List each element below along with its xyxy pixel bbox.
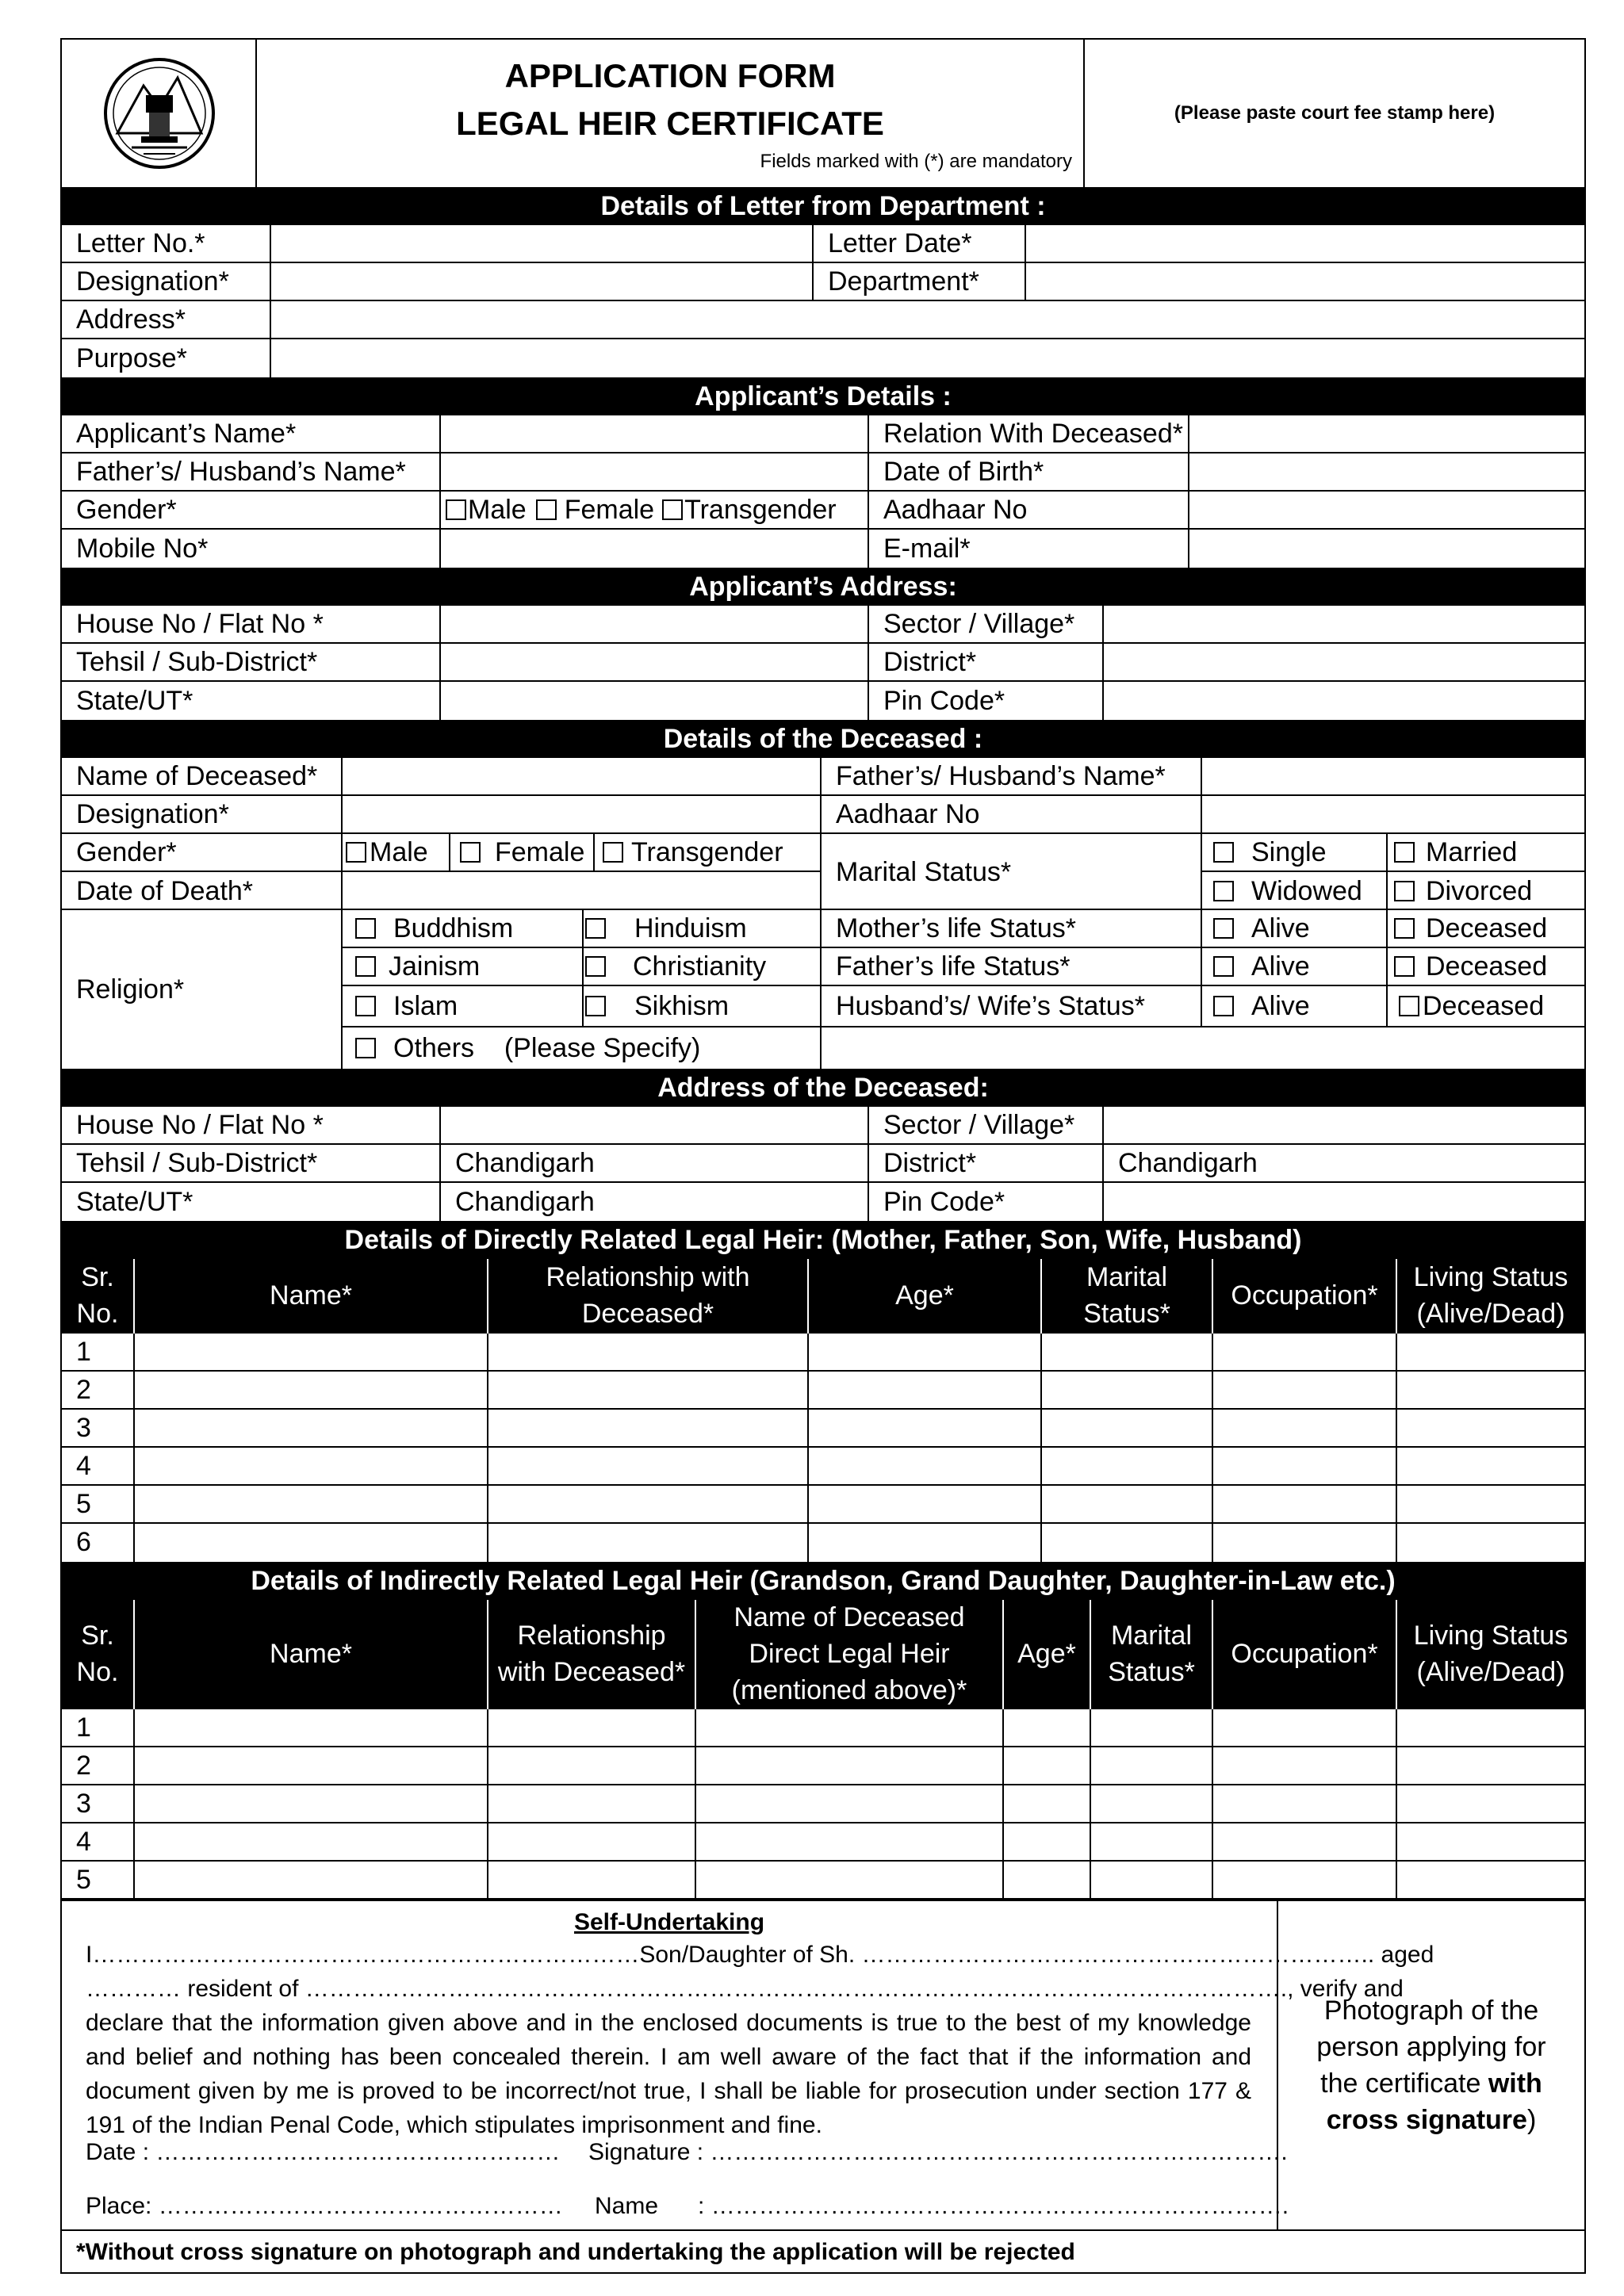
gender-male-label: Male bbox=[468, 495, 527, 525]
table-row[interactable] bbox=[62, 1862, 1584, 1900]
divorced-label: Divorced bbox=[1426, 876, 1533, 906]
dod-field[interactable] bbox=[343, 872, 822, 910]
indirect-col-age: Age* bbox=[1004, 1600, 1091, 1709]
indirect-col-direct-heir: Name of Deceased Direct Legal Heir (mentioned above)* bbox=[696, 1600, 1004, 1709]
dod-label: Date of Death* bbox=[62, 872, 343, 910]
direct-col-occupation: Occupation* bbox=[1213, 1259, 1397, 1334]
aadhaar-label: Aadhaar No bbox=[869, 492, 1189, 528]
deceased-trans-checkbox[interactable] bbox=[603, 842, 623, 863]
row-number: 1 bbox=[76, 1712, 91, 1743]
deceased-address-heading: Address of the Deceased: bbox=[62, 1069, 1584, 1107]
designation-field[interactable] bbox=[271, 263, 814, 300]
state-label: State/UT* bbox=[62, 682, 441, 720]
mobile-field[interactable] bbox=[441, 530, 869, 568]
hinduism-label: Hinduism bbox=[634, 913, 747, 943]
deceased-gender-label: Gender* bbox=[62, 834, 343, 871]
christianity-checkbox[interactable] bbox=[585, 956, 606, 977]
gender-female-checkbox[interactable] bbox=[536, 499, 557, 520]
table-row[interactable] bbox=[62, 1823, 1584, 1862]
applicant-father-field[interactable] bbox=[441, 453, 869, 490]
header-title-cell bbox=[257, 40, 1085, 187]
dob-field[interactable] bbox=[1189, 453, 1584, 490]
marital-status-label: Marital Status* bbox=[822, 834, 1202, 910]
d-sector-label: Sector / Village* bbox=[869, 1107, 1104, 1143]
header-logo-cell bbox=[62, 40, 257, 187]
row-number: 6 bbox=[76, 1526, 91, 1557]
applicant-father-label: Father’s/ Husband’s Name* bbox=[62, 453, 441, 490]
divorced-checkbox[interactable] bbox=[1394, 881, 1415, 901]
deceased-father-label: Father’s/ Husband’s Name* bbox=[822, 758, 1202, 794]
dob-label: Date of Birth* bbox=[869, 453, 1189, 490]
applicant-section-heading: Applicant’s Details : bbox=[62, 377, 1584, 415]
photo-text: Photograph of the person applying for the certificate bbox=[1316, 1996, 1546, 2099]
mother-status-label: Mother’s life Status* bbox=[822, 910, 1202, 947]
mother-deceased-checkbox[interactable] bbox=[1394, 918, 1415, 939]
d-district-field[interactable]: Chandigarh bbox=[1118, 1148, 1258, 1178]
sikhism-label: Sikhism bbox=[634, 991, 730, 1021]
direct-col-marital: Marital Status* bbox=[1042, 1259, 1213, 1334]
department-section-heading: Details of Letter from Department : bbox=[62, 187, 1584, 225]
applicant-gender-options bbox=[441, 492, 869, 528]
undertaking-title: Self-Undertaking bbox=[573, 1909, 765, 1935]
d-house-label: House No / Flat No * bbox=[62, 1107, 441, 1143]
state-field[interactable] bbox=[441, 682, 869, 720]
email-label: E-mail* bbox=[869, 530, 1189, 568]
mother-alive-label: Alive bbox=[1251, 913, 1310, 943]
letter-date-field[interactable] bbox=[1026, 225, 1584, 262]
gender-trans-label: Transgender bbox=[684, 495, 837, 525]
table-row[interactable] bbox=[62, 1747, 1584, 1785]
d-sector-field[interactable] bbox=[1104, 1107, 1584, 1143]
indirect-col-marital: Marital Status* bbox=[1091, 1600, 1213, 1709]
direct-col-age: Age* bbox=[809, 1259, 1042, 1334]
d-house-field[interactable] bbox=[441, 1107, 869, 1143]
applicant-name-label: Applicant’s Name* bbox=[62, 415, 441, 452]
sector-field[interactable] bbox=[1104, 606, 1584, 642]
father-alive-checkbox[interactable] bbox=[1213, 956, 1234, 977]
direct-col-name: Name* bbox=[135, 1259, 488, 1334]
d-state-label: State/UT* bbox=[62, 1183, 441, 1221]
undertaking-date[interactable]: Date : …………………………………………… bbox=[86, 2139, 561, 2165]
undertaking-line2: ………… resident of ……………………………………………………………………………………………………………., verify and bbox=[86, 1976, 1404, 2002]
indirect-col-name: Name* bbox=[135, 1600, 488, 1709]
table-row[interactable] bbox=[62, 1486, 1584, 1524]
indirect-col-living: Living Status (Alive/Dead) bbox=[1397, 1600, 1584, 1709]
application-form bbox=[60, 38, 1586, 2274]
row-number: 2 bbox=[76, 1750, 91, 1781]
undertaking-signature[interactable]: Signature : ………………………………………………………………. bbox=[588, 2139, 1288, 2165]
father-deceased-option[interactable] bbox=[1388, 948, 1584, 985]
spouse-status-label: Husband’s/ Wife’s Status* bbox=[822, 986, 1202, 1026]
father-status-label: Father’s life Status* bbox=[822, 948, 1202, 985]
applicant-address-heading: Applicant’s Address: bbox=[62, 568, 1584, 606]
deceased-section-heading: Details of the Deceased : bbox=[62, 720, 1584, 758]
relation-field[interactable] bbox=[1189, 415, 1584, 452]
address-label: Address* bbox=[62, 301, 271, 338]
table-row[interactable] bbox=[62, 1524, 1584, 1562]
indirect-heirs-header bbox=[62, 1600, 1584, 1709]
gender-trans-checkbox[interactable] bbox=[662, 499, 683, 520]
father-deceased-label: Deceased bbox=[1426, 951, 1548, 982]
spouse-deceased-option[interactable] bbox=[1388, 986, 1584, 1026]
widowed-label: Widowed bbox=[1251, 876, 1362, 906]
undertaking-place[interactable]: Place: …………………………………………… bbox=[86, 2193, 563, 2219]
single-option[interactable] bbox=[1202, 834, 1388, 871]
indirect-heirs-body bbox=[62, 1709, 1584, 1900]
applicant-name-field[interactable] bbox=[441, 415, 869, 452]
direct-col-relationship: Relationship with Deceased* bbox=[488, 1259, 809, 1334]
deceased-gender-marital-block bbox=[62, 834, 1584, 910]
christianity-label: Christianity bbox=[633, 951, 767, 982]
email-field[interactable] bbox=[1189, 530, 1584, 568]
sikhism-checkbox[interactable] bbox=[585, 996, 606, 1016]
religion-label: Religion* bbox=[62, 910, 343, 1069]
d-pin-field[interactable] bbox=[1104, 1183, 1584, 1221]
pin-field[interactable] bbox=[1104, 682, 1584, 720]
tehsil-label: Tehsil / Sub-District* bbox=[62, 644, 441, 680]
footer-note: *Without cross signature on photograph and undertaking the application will be rejected bbox=[76, 2239, 1075, 2265]
row-number: 1 bbox=[76, 1336, 91, 1367]
deceased-gender-female[interactable] bbox=[450, 834, 595, 871]
form-subtitle: LEGAL HEIR CERTIFICATE bbox=[456, 105, 884, 142]
others-option[interactable] bbox=[343, 1027, 822, 1069]
department-label: Department* bbox=[814, 263, 1026, 300]
stamp-note: (Please paste court fee stamp here) bbox=[1174, 102, 1496, 124]
widowed-checkbox[interactable] bbox=[1213, 881, 1234, 901]
mother-alive-option[interactable] bbox=[1202, 910, 1388, 947]
d-tehsil-field[interactable]: Chandigarh bbox=[441, 1145, 869, 1181]
table-row[interactable] bbox=[62, 1709, 1584, 1747]
single-label: Single bbox=[1251, 837, 1327, 867]
designation-label: Designation* bbox=[62, 263, 271, 300]
deceased-designation-field[interactable] bbox=[343, 796, 822, 832]
deceased-gender-male[interactable] bbox=[343, 834, 450, 871]
mobile-label: Mobile No* bbox=[62, 530, 441, 568]
row-number: 3 bbox=[76, 1412, 91, 1443]
jainism-option[interactable] bbox=[343, 948, 584, 985]
sikhism-option[interactable] bbox=[584, 986, 822, 1026]
single-checkbox[interactable] bbox=[1213, 842, 1234, 863]
letter-no-field[interactable] bbox=[271, 225, 814, 262]
d-state-field[interactable]: Chandigarh bbox=[441, 1183, 869, 1221]
stamp-area bbox=[1085, 40, 1584, 187]
christianity-option[interactable] bbox=[584, 948, 822, 985]
jainism-checkbox[interactable] bbox=[355, 956, 376, 977]
table-row[interactable] bbox=[62, 1334, 1584, 1372]
father-alive-label: Alive bbox=[1251, 951, 1310, 982]
deceased-name-field[interactable] bbox=[343, 758, 822, 794]
mandatory-note: Fields marked with (*) are mandatory bbox=[760, 151, 1072, 172]
deceased-female-label: Female bbox=[495, 837, 585, 867]
spouse-alive-label: Alive bbox=[1251, 991, 1310, 1021]
d-tehsil-label: Tehsil / Sub-District* bbox=[62, 1145, 441, 1181]
form-title: APPLICATION FORM bbox=[504, 57, 836, 94]
deceased-male-label: Male bbox=[370, 837, 428, 867]
divorced-option[interactable] bbox=[1388, 872, 1584, 910]
emblem-icon bbox=[100, 54, 219, 173]
spouse-alive-checkbox[interactable] bbox=[1213, 996, 1234, 1016]
row-number: 4 bbox=[76, 1826, 91, 1857]
married-checkbox[interactable] bbox=[1394, 842, 1415, 863]
deceased-aadhaar-field[interactable] bbox=[1202, 796, 1584, 832]
buddhism-option[interactable] bbox=[343, 910, 584, 947]
undertaking-line1: I……………………………………………………………Son/Daughter of Sh. ……………………………………………………….. aged bbox=[86, 1942, 1434, 1968]
others-checkbox[interactable] bbox=[355, 1038, 376, 1058]
direct-heirs-body bbox=[62, 1334, 1584, 1562]
deceased-trans-label: Transgender bbox=[631, 837, 783, 867]
others-specify-field[interactable] bbox=[822, 1027, 1584, 1069]
deceased-female-checkbox[interactable] bbox=[460, 842, 481, 863]
deceased-aadhaar-label: Aadhaar No bbox=[822, 796, 1202, 832]
d-district-label: District* bbox=[869, 1145, 1104, 1181]
jainism-label: Jainism bbox=[389, 951, 481, 982]
deceased-name-label: Name of Deceased* bbox=[62, 758, 343, 794]
deceased-designation-label: Designation* bbox=[62, 796, 343, 832]
d-pin-label: Pin Code* bbox=[869, 1183, 1104, 1221]
row-number: 5 bbox=[76, 1488, 91, 1519]
gender-male-checkbox[interactable] bbox=[446, 499, 466, 520]
table-row[interactable] bbox=[62, 1372, 1584, 1410]
table-row[interactable] bbox=[62, 1785, 1584, 1823]
hinduism-checkbox[interactable] bbox=[585, 918, 606, 939]
religion-block bbox=[62, 910, 1584, 1069]
letter-no-label: Letter No.* bbox=[62, 225, 271, 262]
undertaking-name[interactable]: Name : ………………………………………………………………. bbox=[595, 2193, 1289, 2219]
photo-text-end: ) bbox=[1526, 2105, 1537, 2135]
undertaking-body: declare that the information given above and in the enclosed documents is true to the best of my knowledge and belief and nothing has been concealed therein. I am well aware of the fact that if the information and document given by me is proved to be incorrect/not true, I shall be liable for prosecution under section 177 & 191 of the Indian Penal Code, which stipulates imprisonment and fine. bbox=[86, 2010, 1251, 2138]
spouse-deceased-label: Deceased bbox=[1423, 991, 1545, 1021]
father-alive-option[interactable] bbox=[1202, 948, 1388, 985]
deceased-father-field[interactable] bbox=[1202, 758, 1584, 794]
widowed-option[interactable] bbox=[1202, 872, 1388, 910]
spouse-deceased-checkbox[interactable] bbox=[1399, 996, 1419, 1016]
letter-date-label: Letter Date* bbox=[814, 225, 1026, 262]
purpose-label: Purpose* bbox=[62, 339, 271, 377]
others-label: Others (Please Specify) bbox=[393, 1033, 701, 1063]
direct-heirs-header bbox=[62, 1259, 1584, 1334]
photograph-box[interactable] bbox=[1278, 1901, 1584, 2229]
deceased-gender-trans[interactable] bbox=[595, 834, 822, 871]
indirect-heirs-heading: Details of Indirectly Related Legal Heir (Grandson, Grand Daughter, Daughter-in-Law etc.) bbox=[62, 1562, 1584, 1600]
applicant-gender-label: Gender* bbox=[62, 492, 441, 528]
house-field[interactable] bbox=[441, 606, 869, 642]
table-row[interactable] bbox=[62, 1448, 1584, 1486]
row-number: 5 bbox=[76, 1864, 91, 1895]
indirect-col-sr: Sr. No. bbox=[62, 1600, 135, 1709]
deceased-male-checkbox[interactable] bbox=[346, 842, 366, 863]
gender-female-label: Female bbox=[564, 495, 655, 525]
islam-option[interactable] bbox=[343, 986, 584, 1026]
buddhism-label: Buddhism bbox=[393, 913, 514, 943]
direct-col-sr: Sr. No. bbox=[62, 1259, 135, 1334]
row-number: 4 bbox=[76, 1450, 91, 1481]
islam-label: Islam bbox=[393, 991, 458, 1021]
district-field[interactable] bbox=[1104, 644, 1584, 680]
indirect-col-relationship: Relationship with Deceased* bbox=[488, 1600, 696, 1709]
photo-text-bold: with cross signature bbox=[1326, 2068, 1542, 2135]
mother-deceased-option[interactable] bbox=[1388, 910, 1584, 947]
row-number: 3 bbox=[76, 1788, 91, 1819]
relation-label: Relation With Deceased* bbox=[869, 415, 1189, 452]
aadhaar-field[interactable] bbox=[1189, 492, 1584, 528]
sector-label: Sector / Village* bbox=[869, 606, 1104, 642]
department-field[interactable] bbox=[1026, 263, 1584, 300]
mother-alive-checkbox[interactable] bbox=[1213, 918, 1234, 939]
address-field[interactable] bbox=[271, 301, 1584, 338]
purpose-field[interactable] bbox=[271, 339, 1584, 377]
hinduism-option[interactable] bbox=[584, 910, 822, 947]
pin-label: Pin Code* bbox=[869, 682, 1104, 720]
row-number: 2 bbox=[76, 1374, 91, 1405]
mother-deceased-label: Deceased bbox=[1426, 913, 1548, 943]
spouse-alive-option[interactable] bbox=[1202, 986, 1388, 1026]
direct-heirs-heading: Details of Directly Related Legal Heir: (Mother, Father, Son, Wife, Husband) bbox=[62, 1221, 1584, 1259]
table-row[interactable] bbox=[62, 1410, 1584, 1448]
photograph-instructions bbox=[1297, 1992, 1566, 2138]
buddhism-checkbox[interactable] bbox=[355, 918, 376, 939]
indirect-col-occupation: Occupation* bbox=[1213, 1600, 1397, 1709]
father-deceased-checkbox[interactable] bbox=[1394, 956, 1415, 977]
direct-col-living: Living Status (Alive/Dead) bbox=[1397, 1259, 1584, 1334]
house-label: House No / Flat No * bbox=[62, 606, 441, 642]
married-option[interactable] bbox=[1388, 834, 1584, 871]
tehsil-field[interactable] bbox=[441, 644, 869, 680]
islam-checkbox[interactable] bbox=[355, 996, 376, 1016]
district-label: District* bbox=[869, 644, 1104, 680]
married-label: Married bbox=[1426, 837, 1518, 867]
